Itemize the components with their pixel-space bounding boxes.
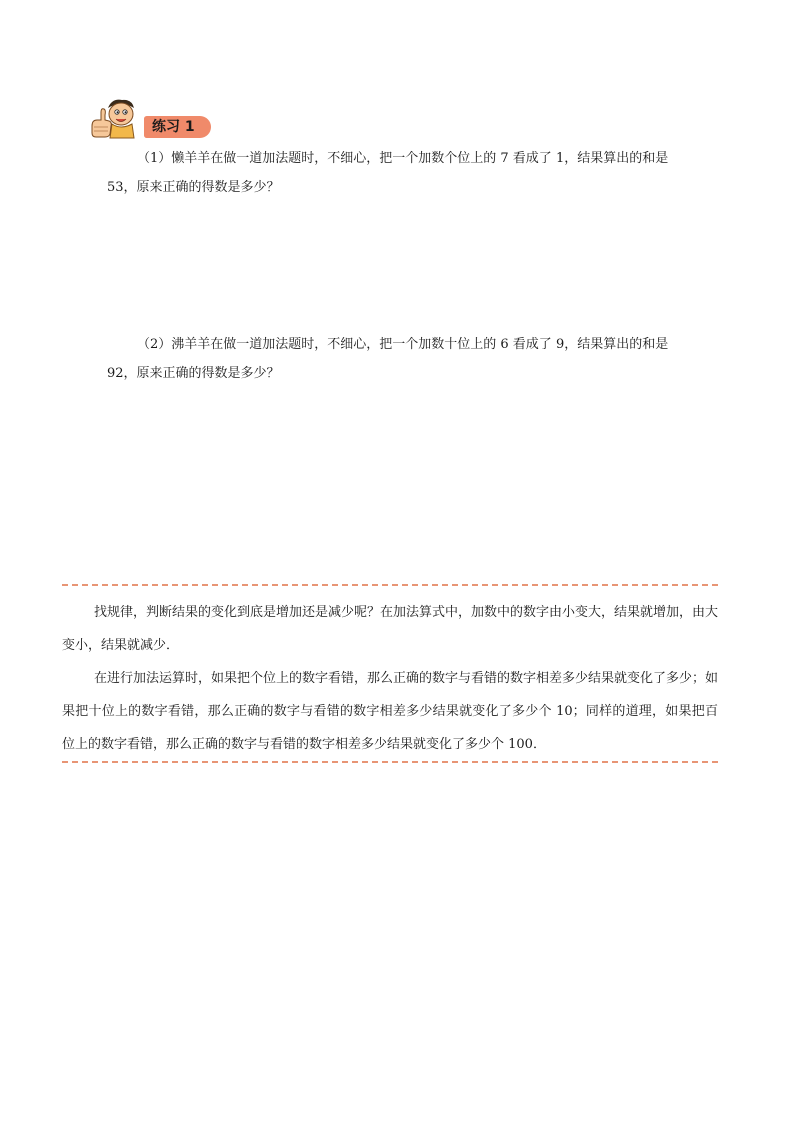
question-1-line-2: 53，原来正确的得数是多少？ <box>107 180 280 195</box>
question-1 <box>107 144 707 202</box>
question-2-line-2: 92，原来正确的得数是多少？ <box>107 366 280 381</box>
tips-paragraph-2: 在进行加法运算时，如果把个位上的数字看错，那么正确的数字与看错的数字相差多少结果就变化了多少；如果把十位上的数字看错，那么正确的数字与看错的数字相差多少结果就变化了多少个 10；同样的道理，如果把百位上的数字看错，那么正确的数字与看错的数字相差多少结果就变化了多少个 100． <box>62 671 719 752</box>
question-1-line-1: （1）懒羊羊在做一道加法题时，不细心，把一个加数个位上的 7 看成了 1，结果算出的和是 <box>137 151 669 166</box>
question-2 <box>107 330 707 388</box>
tips-divider-top <box>62 584 718 586</box>
tips-box <box>62 596 718 761</box>
exercise-badge: 练习 1 <box>144 116 211 138</box>
tips-paragraph-1: 找规律，判断结果的变化到底是增加还是减少呢？在加法算式中，加数中的数字由小变大，结果就增加，由大变小，结果就减少． <box>62 605 719 653</box>
thumbs-up-cartoon-boy-icon <box>88 96 148 142</box>
question-2-line-1: （2）沸羊羊在做一道加法题时，不细心，把一个加数十位上的 6 看成了 9，结果算出的和是 <box>137 337 669 352</box>
tips-divider-bottom <box>62 761 718 763</box>
exercise-header <box>88 96 218 142</box>
